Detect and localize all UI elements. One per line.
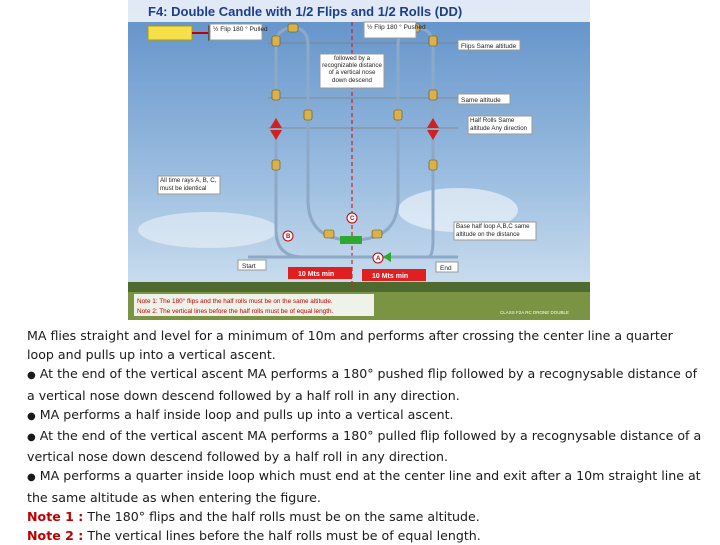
callout-timer-note: All time rays A, B, C, must be identical bbox=[160, 177, 217, 192]
paragraph-4-text: At the end of the vertical ascent MA performs a 180° pulled flip followed by a recognysable distance of a vertical nose down descend followed by a half roll in any direction. bbox=[27, 428, 702, 465]
diagram-note-2: Note 2: The vertical lines before the half rolls must be of equal length. bbox=[137, 308, 334, 315]
plane-icon bbox=[288, 24, 298, 32]
plane-icon bbox=[324, 230, 334, 238]
plane-icon bbox=[394, 110, 402, 120]
maneuver-diagram bbox=[128, 0, 590, 320]
bullet: ● bbox=[27, 410, 36, 422]
note-1 bbox=[27, 507, 702, 526]
plane-icon bbox=[272, 36, 280, 46]
diagram-note-1: Note 1: The 180° flips and the half rolls must be on the same altitude. bbox=[137, 298, 333, 305]
paragraph-4 bbox=[27, 426, 702, 466]
callout-half-rolls: Half Rolls Same altitude Any direction bbox=[470, 117, 528, 132]
bullet: ● bbox=[27, 472, 36, 484]
marker-a: A bbox=[376, 256, 381, 262]
end-label: End bbox=[440, 265, 452, 272]
paragraph-1: MA flies straight and level for a minimum of 10m and performs after crossing the center line a quarter loop and pulls up into a vertical ascent. bbox=[27, 328, 673, 363]
callout-same-altitude: Same altitude bbox=[461, 97, 501, 104]
note-2-text: The vertical lines before the half rolls must be of equal length. bbox=[83, 528, 481, 544]
plane-icon bbox=[304, 110, 312, 120]
plane-icon bbox=[272, 160, 280, 170]
callout-flips-same-altitude: Flips Same altitude bbox=[461, 43, 517, 50]
callout-descend-note: followed by a recognizable distance of a vertical nose down descend bbox=[322, 55, 382, 84]
plane-icon bbox=[429, 90, 437, 100]
note-2 bbox=[27, 526, 702, 545]
paragraph-2 bbox=[27, 364, 702, 404]
sky-background bbox=[128, 0, 590, 320]
callout-base-half-loop: Base half loop A,B,C same altitude on the distance bbox=[456, 223, 530, 238]
paragraph-5-text: MA performs a quarter inside loop which must end at the center line and exit after a 10m straight line at the same altitude as when entering the figure. bbox=[27, 468, 701, 505]
plane-icon bbox=[272, 90, 280, 100]
diagram-svg bbox=[128, 0, 590, 320]
paragraph-3-text: MA performs a half inside loop and pulls up into a vertical ascent. bbox=[39, 406, 454, 422]
callout-pulled-flip: ½ Flip 180 ° Pulled bbox=[213, 26, 268, 33]
wind-badge bbox=[148, 26, 192, 40]
note-2-label: Note 2 : bbox=[27, 528, 84, 544]
marker-b: B bbox=[286, 234, 291, 240]
distance-left-label: 10 Mts min bbox=[298, 271, 335, 278]
plane-icon bbox=[429, 160, 437, 170]
plane-icon bbox=[372, 230, 382, 238]
corner-mark: CLASS F2A RC DRONE DOUBLE bbox=[500, 310, 570, 315]
note-1-text: The 180° flips and the half rolls must be on the same altitude. bbox=[83, 508, 480, 524]
description-text bbox=[27, 326, 702, 545]
distance-right-label: 10 Mts min bbox=[372, 273, 409, 280]
cloud bbox=[138, 212, 278, 248]
marker-c: C bbox=[350, 216, 355, 222]
start-label: Start bbox=[242, 263, 256, 270]
note-1-label: Note 1 : bbox=[27, 508, 84, 524]
callout-pushed-flip: ½ Flip 180 ° Pushed bbox=[367, 24, 426, 31]
green-marker bbox=[340, 236, 362, 244]
bullet: ● bbox=[27, 370, 36, 382]
plane-icon bbox=[429, 36, 437, 46]
diagram-title: F4: Double Candle with 1/2 Flips and 1/2 Rolls (DD) bbox=[148, 4, 463, 19]
paragraph-2-text: At the end of the vertical ascent MA performs a 180° pushed flip followed by a recognysable distance of a vertical nose down descend followed by a half roll in any direction. bbox=[27, 366, 698, 403]
paragraph-3 bbox=[27, 405, 702, 426]
paragraph-5 bbox=[27, 466, 702, 506]
bullet: ● bbox=[27, 432, 36, 444]
